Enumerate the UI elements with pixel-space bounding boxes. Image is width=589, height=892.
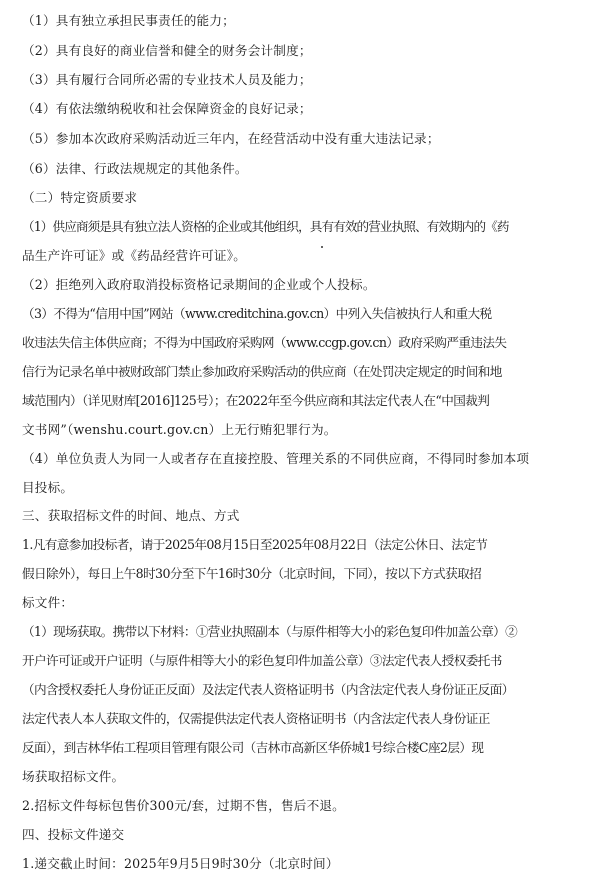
text-line: 目投标。 xyxy=(22,480,74,495)
text-line: 2.招标文件每标包售价300元/套，过期不售，售后不退。 xyxy=(22,798,345,813)
section-heading: 三、获取招标文件的时间、地点、方式 xyxy=(22,508,240,523)
text-line: （5）参加本次政府采购活动近三年内，在经营活动中没有重大违法记录； xyxy=(22,131,440,146)
text-line: （6）法律、行政法规规定的其他条件。 xyxy=(22,161,248,176)
text-line: （1）具有独立承担民事责任的能力； xyxy=(22,13,235,28)
text-line: （3）具有履行合同所必需的专业技术人员及能力； xyxy=(22,72,312,87)
text-line: 文书网”（wenshu.court.gov.cn）上无行贿犯罪行为。 xyxy=(22,422,337,437)
section-heading: 四、投标文件递交 xyxy=(22,827,125,842)
text-line: （3）不得为“信用中国”网站（www.creditchina.gov.cn）中列入失信被执行人和重大税 xyxy=(22,306,492,321)
text-line: 法定代表人本人获取文件的，仅需提供法定代表人资格证明书（内含法定代表人身份证正 xyxy=(22,711,490,726)
text-line: （1）现场获取。携带以下材料：①营业执照副本（与原件相等大小的彩色复印件加盖公章）② xyxy=(22,624,517,639)
text-line: （2）拒绝列入政府取消投标资格记录期间的企业或个人投标。 xyxy=(22,277,376,292)
text-line: 1.递交截止时间：2025年9月5日9时30分（北京时间） xyxy=(22,856,339,871)
text-line: 收违法失信主体供应商；不得为中国政府采购网（www.ccgp.gov.cn）政府采购严重违法失 xyxy=(22,335,507,350)
text-line: 反面），到吉林华佑工程项目管理有限公司（吉林市高新区华侨城1号综合楼C座2层）现 xyxy=(22,740,484,755)
text-line: 标文件： xyxy=(22,595,74,610)
section-heading: （二）特定资质要求 xyxy=(22,190,138,205)
text-line: （2）具有良好的商业信誉和健全的财务会计制度； xyxy=(22,43,312,58)
text-line: 域范围内）（详见财库[2016]125号）；在2022年至今供应商和其法定代表人在“中国裁判 xyxy=(22,393,490,408)
text-line: （1）供应商须是具有独立法人资格的企业或其他组织，具有有效的营业执照、有效期内的《药 xyxy=(22,219,509,234)
scan-speck xyxy=(321,246,323,248)
text-line: （内含授权委托人身份证正反面）及法定代表人资格证明书（内含法定代表人身份证正反面） xyxy=(22,682,514,697)
text-line: （4）有依法缴纳税收和社会保障资金的良好记录； xyxy=(22,101,312,116)
text-line: 品生产许可证》或《药品经营许可证》。 xyxy=(22,248,246,263)
text-line: 场获取招标文件。 xyxy=(22,769,125,784)
text-line: （4）单位负责人为同一人或者存在直接控股、管理关系的不同供应商，不得同时参加本项 xyxy=(22,451,530,466)
text-line: 1.凡有意参加投标者，请于2025年08月15日至2025年08月22日（法定公休日、法定节 xyxy=(22,537,488,552)
text-line: 开户许可证或开户证明（与原件相等大小的彩色复印件加盖公章）③法定代表人授权委托书 xyxy=(22,653,502,668)
text-line: 假日除外），每日上午8时30分至下午16时30分（北京时间，下同），按以下方式获取招 xyxy=(22,566,482,581)
text-line: 信行为记录名单中被财政部门禁止参加政府采购活动的供应商（在处罚决定规定的时间和地 xyxy=(22,364,502,379)
